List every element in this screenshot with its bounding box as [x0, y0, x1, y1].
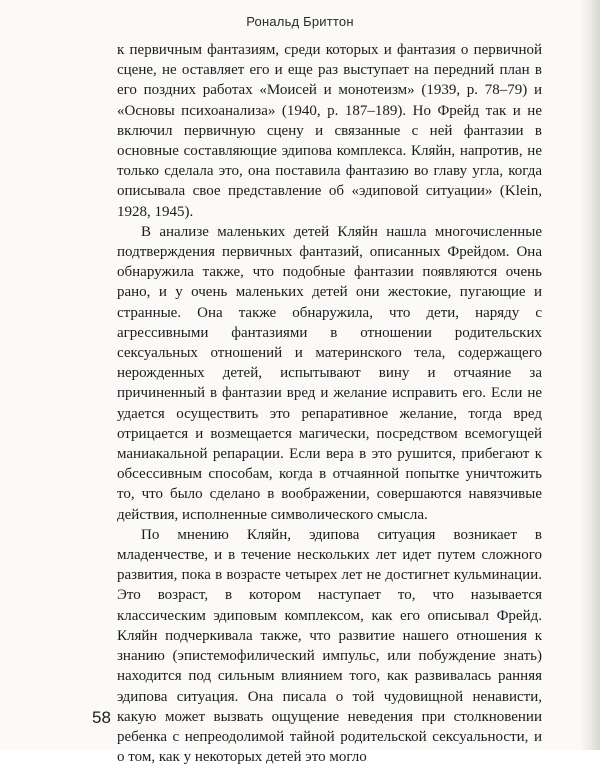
body-text: [117, 40, 542, 767]
paragraph-1: к первичным фантазиям, среди которых и фантазия о первичной сцене, не оставляет его и еще раз выступает на передний план в его поздних работах «Моисей и монотеизм» (1939, р. 78–79) и «Основы психоанализа» (1940, р. 187–189). Но Фрейд так и не включил первичную сцену и связанные с ней фантазии в основные составляющие эдипова комплекса. Кляйн, напротив, не только сделала это, она поставила фантазию во главу угла, когда описывала свое представление об «эдиповой ситуации» (Klein, 1928, 1945).: [117, 42, 542, 220]
running-head: Рональд Бриттон: [246, 14, 354, 29]
paragraph-2: В анализе маленьких детей Кляйн нашла многочисленные подтверждения первичных фантазий, описанных Фрейдом. Она обнаружила также, что подобные фантазии появляются очень рано, и у очень маленьких детей они жестокие, пугающие и странные. Она также обнаружила, что дети, наряду с агрессивными фантазиями в отношении родительских сексуальных отношений и материнского тела, содержащего нерожденных детей, испытывают вину и отчаяние за причиненный в фантазии вред и желание исправить его. Если не удается осуществить это репаративное желание, тогда вред отрицается и возмещается магически, посредством всемогущей маниакальной репарации. Если вера в это рушится, прибегают к обсессивным способам, когда в отчаянной попытке уничтожить то, что было сделано в воображении, совершаются навязчивые действия, исполненные символического смысла.: [117, 223, 542, 523]
paragraph-3: По мнению Кляйн, эдипова ситуация возникает в младенчестве, и в течение нескольких лет идет путем сложного развития, пока в возрасте четырех лет не достигнет кульминации. Это возраст, в котором наступает то, что называется классическим эдиповым комплексом, как его описывал Фрейд. Кляйн подчеркивала также, что развитие нашего отношения к знанию (эпистемофилический импульс, или побуждение знать) находится под сильным влиянием того, как развивалась ранняя эдипова ситуация. Она писала о той чудовищной ненависти, какую может вызвать ощущение неведения при столкновении ребенка с непреодолимой тайной родительской сексуальности, и о том, как у некоторых детей это могло: [117, 526, 542, 766]
page-edge-shadow: [580, 0, 600, 750]
page-number: 58: [92, 708, 111, 727]
